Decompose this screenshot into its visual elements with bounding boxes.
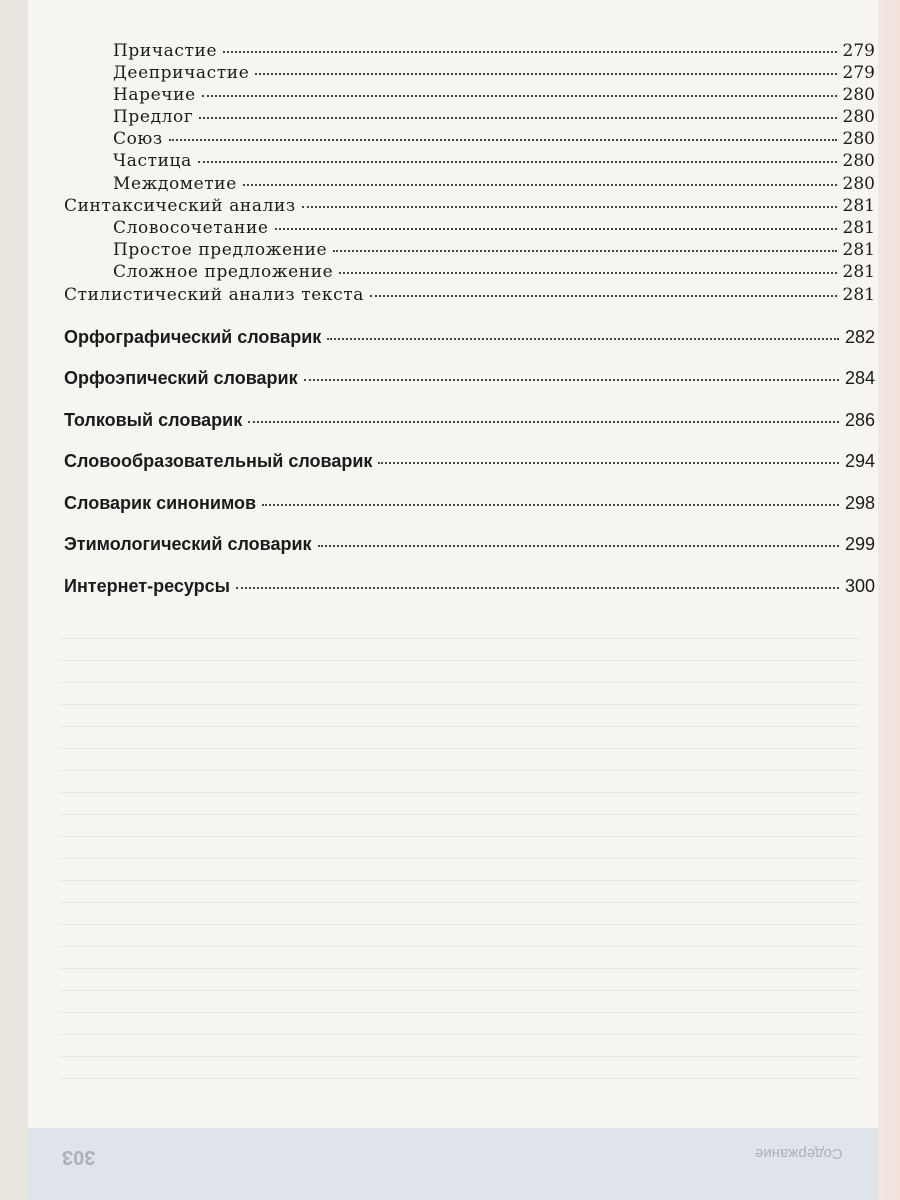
toc-entry-label: Стилистический анализ текста <box>64 285 364 305</box>
toc-section-entry[interactable] <box>64 327 875 351</box>
toc-entry-page: 280 <box>842 174 875 194</box>
toc-entry-page: 281 <box>842 262 875 282</box>
toc-entry[interactable] <box>113 63 875 87</box>
leader-dots <box>275 227 837 230</box>
toc-entry-label: Деепричастие <box>113 63 250 83</box>
toc-entry-page: 280 <box>842 107 875 127</box>
leader-dots <box>255 72 836 75</box>
toc-entry[interactable] <box>113 174 875 198</box>
toc-section-entry[interactable] <box>64 576 875 600</box>
toc-entry-label: Толковый словарик <box>64 410 243 430</box>
toc-section-entry[interactable] <box>64 534 875 558</box>
toc-entry-label: Словарик синонимов <box>64 493 257 513</box>
toc-entry-page: 280 <box>842 85 875 105</box>
footer-band <box>28 1128 878 1200</box>
toc-section-entry[interactable] <box>64 410 875 434</box>
toc-entry-page: 299 <box>844 534 875 554</box>
toc-entry-label: Наречие <box>113 85 196 105</box>
footer-section-label: Содержание <box>755 1145 843 1162</box>
toc-entry-page: 300 <box>844 576 875 596</box>
toc-entry-page: 282 <box>844 327 875 347</box>
toc-entry-page: 281 <box>842 240 875 260</box>
toc-entry-page: 294 <box>844 451 875 471</box>
leader-dots <box>370 294 837 297</box>
toc-entry-label: Орфоэпический словарик <box>64 368 298 388</box>
toc-entry[interactable] <box>113 240 875 264</box>
toc-entry[interactable] <box>113 129 875 153</box>
toc-entry[interactable] <box>113 41 875 65</box>
page-edge <box>878 0 900 1200</box>
toc-entry-page: 281 <box>842 285 875 305</box>
leader-dots <box>318 544 839 547</box>
toc-entry[interactable] <box>113 262 875 286</box>
leader-dots <box>333 249 836 252</box>
toc-section-entry[interactable] <box>64 493 875 517</box>
toc-entry-label: Этимологический словарик <box>64 534 312 554</box>
leader-dots <box>202 94 837 97</box>
leader-dots <box>198 160 837 163</box>
footer-page-number: 303 <box>62 1146 96 1168</box>
toc-entry-page: 280 <box>842 129 875 149</box>
leader-dots <box>248 420 839 423</box>
leader-dots <box>302 205 837 208</box>
toc-entry[interactable] <box>64 285 875 309</box>
leader-dots <box>169 138 837 141</box>
toc-section-entry[interactable] <box>64 368 875 392</box>
toc-entry-label: Синтаксический анализ <box>64 196 296 216</box>
toc-entry-page: 279 <box>842 63 875 83</box>
toc-entry-label: Сложное предложение <box>113 262 334 282</box>
leader-dots <box>223 50 836 53</box>
toc-entry[interactable] <box>113 218 875 242</box>
toc-entry-label: Орфографический словарик <box>64 327 322 347</box>
toc-entry-label: Причастие <box>113 41 218 61</box>
leader-dots <box>327 337 839 340</box>
toc-entry-page: 279 <box>842 41 875 61</box>
leader-dots <box>339 271 836 274</box>
toc-entry-page: 281 <box>842 196 875 216</box>
leader-dots <box>243 183 837 186</box>
leader-dots <box>262 503 839 506</box>
leader-dots <box>304 378 839 381</box>
toc-entry[interactable] <box>113 151 875 175</box>
toc-entry-page: 298 <box>844 493 875 513</box>
toc-entry-label: Словосочетание <box>113 218 269 238</box>
toc-entry-page: 280 <box>842 151 875 171</box>
toc-entry-page: 286 <box>844 410 875 430</box>
leader-dots <box>378 461 839 464</box>
toc-entry-label: Словообразовательный словарик <box>64 451 373 471</box>
toc-entry-page: 284 <box>844 368 875 388</box>
toc-entry-label: Частица <box>113 151 192 171</box>
toc-entry-label: Междометие <box>113 174 237 194</box>
toc-entry-label: Союз <box>113 129 163 149</box>
toc-entry[interactable] <box>64 196 875 220</box>
toc-entry-page: 281 <box>842 218 875 238</box>
leader-dots <box>236 586 839 589</box>
leader-dots <box>199 116 836 119</box>
toc-entry-label: Интернет-ресурсы <box>64 576 231 596</box>
toc-entry-label: Простое предложение <box>113 240 328 260</box>
toc-entry-label: Предлог <box>113 107 194 127</box>
toc-entry[interactable] <box>113 85 875 109</box>
toc-entry[interactable] <box>113 107 875 131</box>
toc-section-entry[interactable] <box>64 451 875 475</box>
